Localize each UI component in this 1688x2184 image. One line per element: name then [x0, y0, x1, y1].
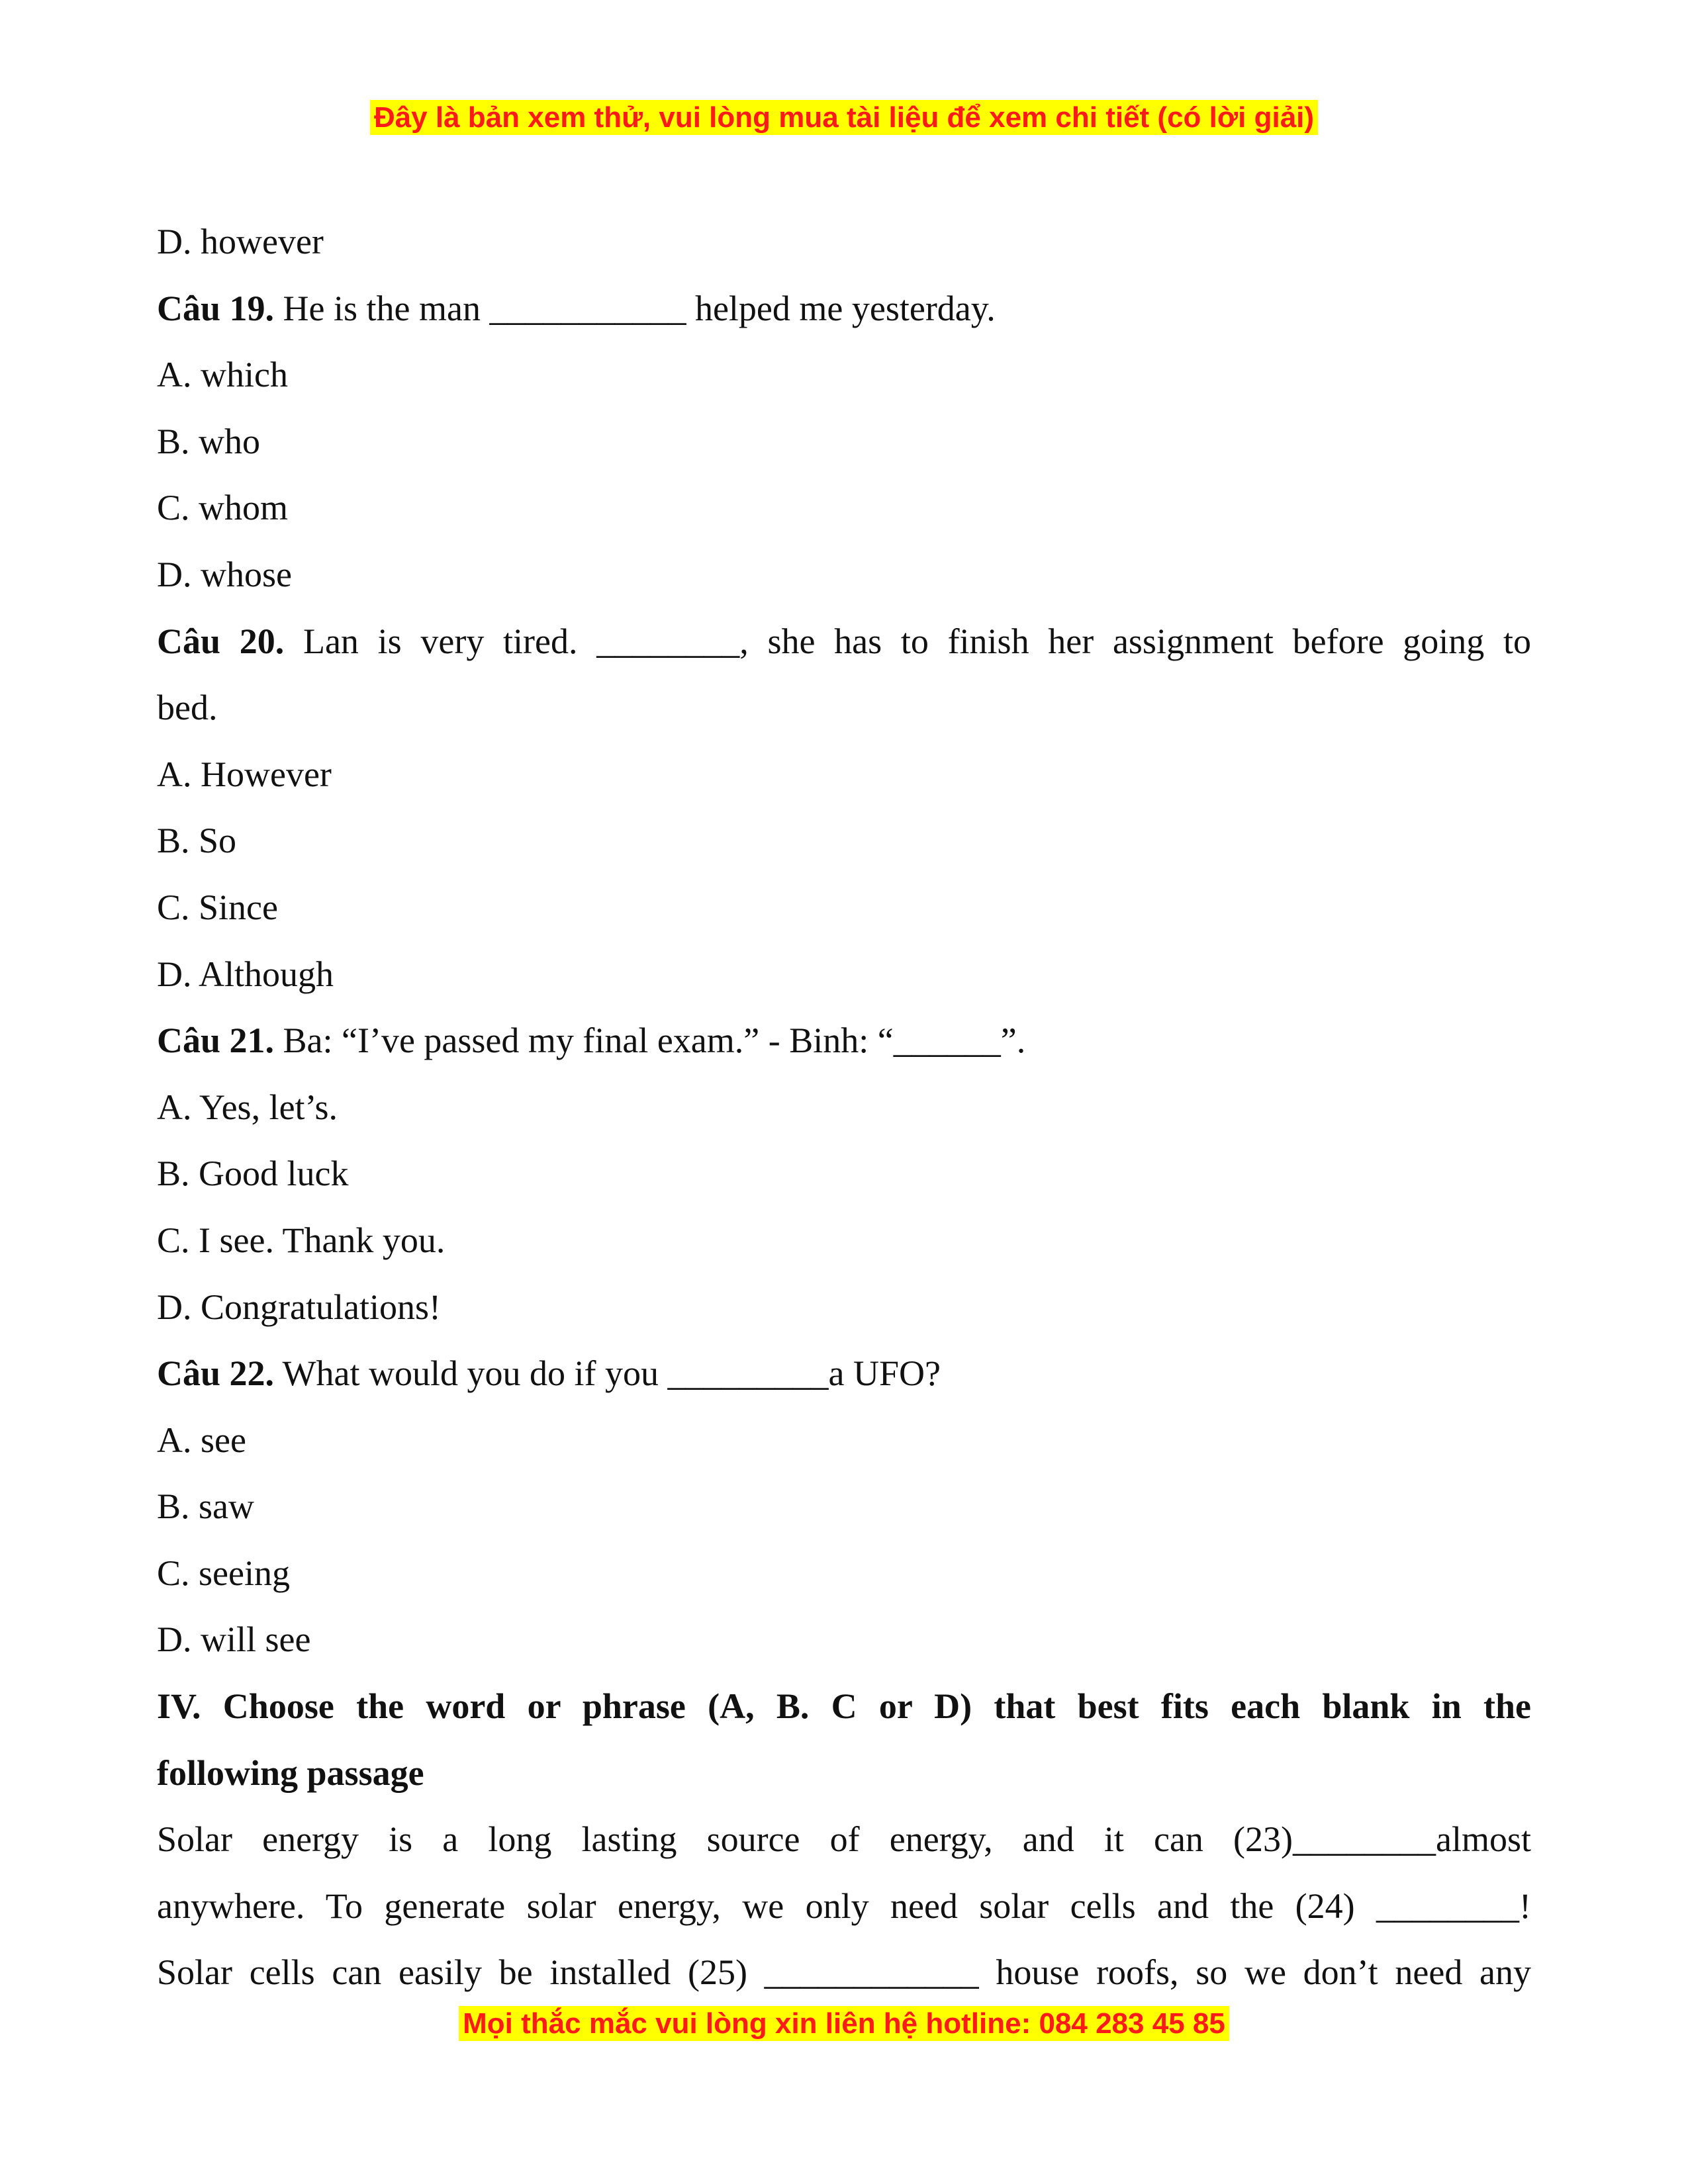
document-body — [157, 208, 1531, 2006]
passage-line-1: Solar energy is a long lasting source of energy, and it can (23)________almost — [157, 1819, 1531, 1860]
question-22-label: Câu 22. — [157, 1353, 275, 1394]
question-22-option-b: B. saw — [157, 1486, 254, 1527]
question-20-label: Câu 20. — [157, 621, 285, 661]
question-22-option-d: D. will see — [157, 1619, 311, 1660]
question-21-option-d: D. Congratulations! — [157, 1287, 441, 1327]
question-19-label: Câu 19. — [157, 288, 275, 328]
prev-question-option-d: D. however — [157, 222, 324, 261]
passage-line-2: anywhere. To generate solar energy, we only need solar cells and the (24) ________! — [157, 1886, 1531, 1926]
preview-notice-banner — [0, 101, 1688, 136]
question-22-option-a: A. see — [157, 1420, 246, 1460]
passage-line-3: Solar cells can easily be installed (25) ____________ house roofs, so we don’t need any — [157, 1952, 1531, 1993]
question-19-text: He is the man ___________ helped me yesterday. — [274, 288, 996, 328]
question-21-text: Ba: “I’ve passed my final exam.” - Binh: “______”. — [274, 1021, 1026, 1061]
preview-notice-text: Đây là bản xem thử, vui lòng mua tài liệu để xem chi tiết (có lời giải) — [370, 100, 1318, 135]
question-19 — [157, 275, 1531, 342]
question-21-label: Câu 21. — [157, 1021, 275, 1061]
question-20-continuation: bed. — [157, 688, 218, 728]
question-20-option-c: C. Since — [157, 887, 278, 927]
question-19-option-a: A. which — [157, 355, 288, 395]
question-21-option-c: C. I see. Thank you. — [157, 1220, 445, 1260]
question-22-text: What would you do if you _________a UFO? — [274, 1353, 941, 1394]
hotline-text: Mọi thắc mắc vui lòng xin liên hệ hotline: 084 283 45 85 — [459, 2006, 1229, 2041]
question-22 — [157, 1340, 1531, 1407]
question-19-option-b: B. who — [157, 421, 261, 461]
hotline-banner — [0, 2007, 1688, 2042]
question-22-option-c: C. seeing — [157, 1553, 290, 1593]
question-20-option-d: D. Although — [157, 954, 334, 994]
section-4-heading-continuation: following passage — [157, 1752, 424, 1793]
question-21 — [157, 1007, 1531, 1074]
question-19-option-d: D. whose — [157, 554, 292, 594]
question-19-option-c: C. whom — [157, 488, 289, 528]
question-20-option-b: B. So — [157, 821, 237, 861]
question-20 — [157, 608, 1531, 675]
question-20-option-a: A. However — [157, 754, 332, 794]
section-4-heading: IV. Choose the word or phrase (A, B. C or D) that best fits each blank in the — [157, 1686, 1531, 1727]
question-21-option-a: A. Yes, let’s. — [157, 1087, 338, 1127]
question-20-text: Lan is very tired. ________, she has to finish her assignment before going to — [284, 621, 1531, 661]
question-21-option-b: B. Good luck — [157, 1154, 349, 1194]
